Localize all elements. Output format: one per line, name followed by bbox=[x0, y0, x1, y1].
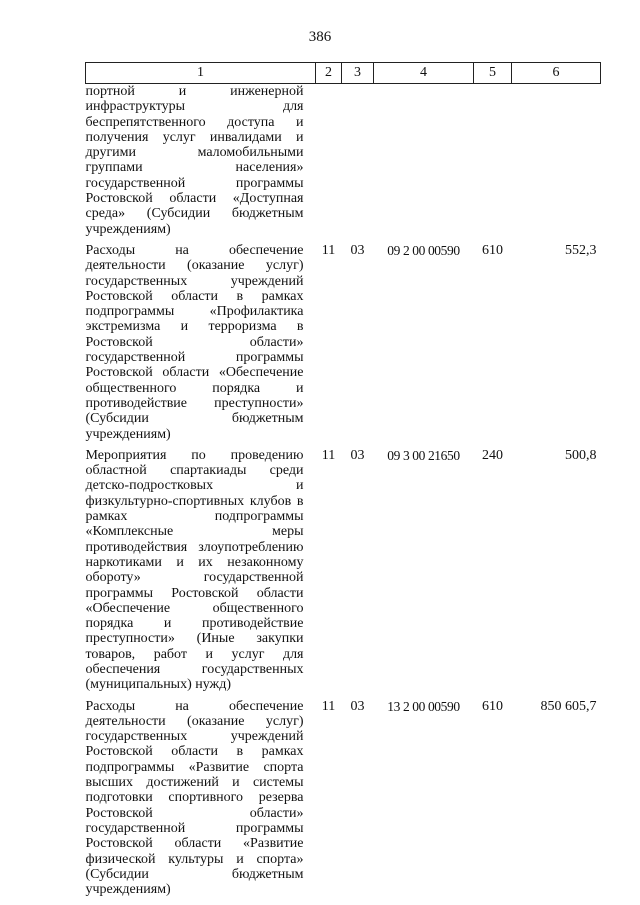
row-section: 11 bbox=[321, 447, 336, 463]
row-subsection: 03 bbox=[350, 698, 365, 714]
row-amount: 850 605,7 bbox=[540, 698, 597, 714]
row-target-article: 09 3 00 21650 bbox=[387, 447, 460, 463]
row-description: Расходы на обеспечение деятельности (оказание услуг) государственных учреждений Ростовской области в рамках подпрограммы «Развитие спорта высших достижений и системы подготовки спортивного резерва Ростовской области» государственной программы Ростовской области «Развитие физической культуры и спорта» (Субсидии бюджетным учреждениям) bbox=[85, 698, 304, 898]
row-amount bbox=[512, 84, 601, 237]
row-subsection: 03 bbox=[350, 447, 365, 463]
table-row bbox=[86, 237, 601, 442]
header-cell-col-2: 2 bbox=[316, 63, 342, 84]
row-target-article bbox=[374, 84, 474, 237]
row-description: портной и инженерной инфраструктуры для беспрепятственного доступа и получения услуг инвалидами и другими маломобильными группами населения» государственной программы Ростовской области «Доступная среда» (Субсидии бюджетным учреждениям) bbox=[85, 84, 304, 237]
header-cell-col-1: 1 bbox=[86, 63, 316, 84]
row-description: Расходы на обеспечение деятельности (оказание услуг) государственных учреждений Ростовской области в рамках подпрограммы «Профилактика экстремизма и терроризма в Ростовской области» государственной программы Ростовской области «Обеспечение общественного порядка и противодействие преступности» (Субсидии бюджетным учреждениям) bbox=[85, 242, 304, 442]
row-subsection bbox=[342, 84, 374, 237]
row-expense-type bbox=[474, 84, 512, 237]
header-cell-col-6: 6 bbox=[512, 63, 601, 84]
row-section: 11 bbox=[321, 242, 336, 258]
header-cell-col-4: 4 bbox=[374, 63, 474, 84]
row-amount: 500,8 bbox=[565, 447, 597, 463]
table-row bbox=[86, 84, 601, 237]
row-subsection: 03 bbox=[350, 242, 365, 258]
row-expense-type: 610 bbox=[482, 242, 503, 258]
header-cell-col-5: 5 bbox=[474, 63, 512, 84]
budget-table bbox=[85, 62, 601, 897]
header-cell-col-3: 3 bbox=[342, 63, 374, 84]
table-row bbox=[86, 442, 601, 693]
row-section: 11 bbox=[321, 698, 336, 714]
row-target-article: 13 2 00 00590 bbox=[387, 698, 460, 714]
row-section bbox=[316, 84, 342, 237]
row-amount: 552,3 bbox=[565, 242, 597, 258]
row-expense-type: 610 bbox=[482, 698, 503, 714]
header-row bbox=[86, 63, 601, 84]
row-description: Мероприятия по проведению областной спартакиады среди детско-подростковых и физкультурно-спортивных клубов в рамках подпрограммы «Комплексные меры противодействия злоупотреблению наркотиками и их незаконному обороту» государственной программы Ростовской области «Обеспечение общественного порядка и противодействие преступности» (Иные закупки товаров, работ и услуг для обеспечения государственных (муниципальных) нужд) bbox=[85, 447, 304, 693]
row-expense-type: 240 bbox=[482, 447, 503, 463]
row-target-article: 09 2 00 00590 bbox=[387, 242, 460, 258]
page-number: 386 bbox=[308, 29, 332, 45]
table-row bbox=[86, 693, 601, 898]
